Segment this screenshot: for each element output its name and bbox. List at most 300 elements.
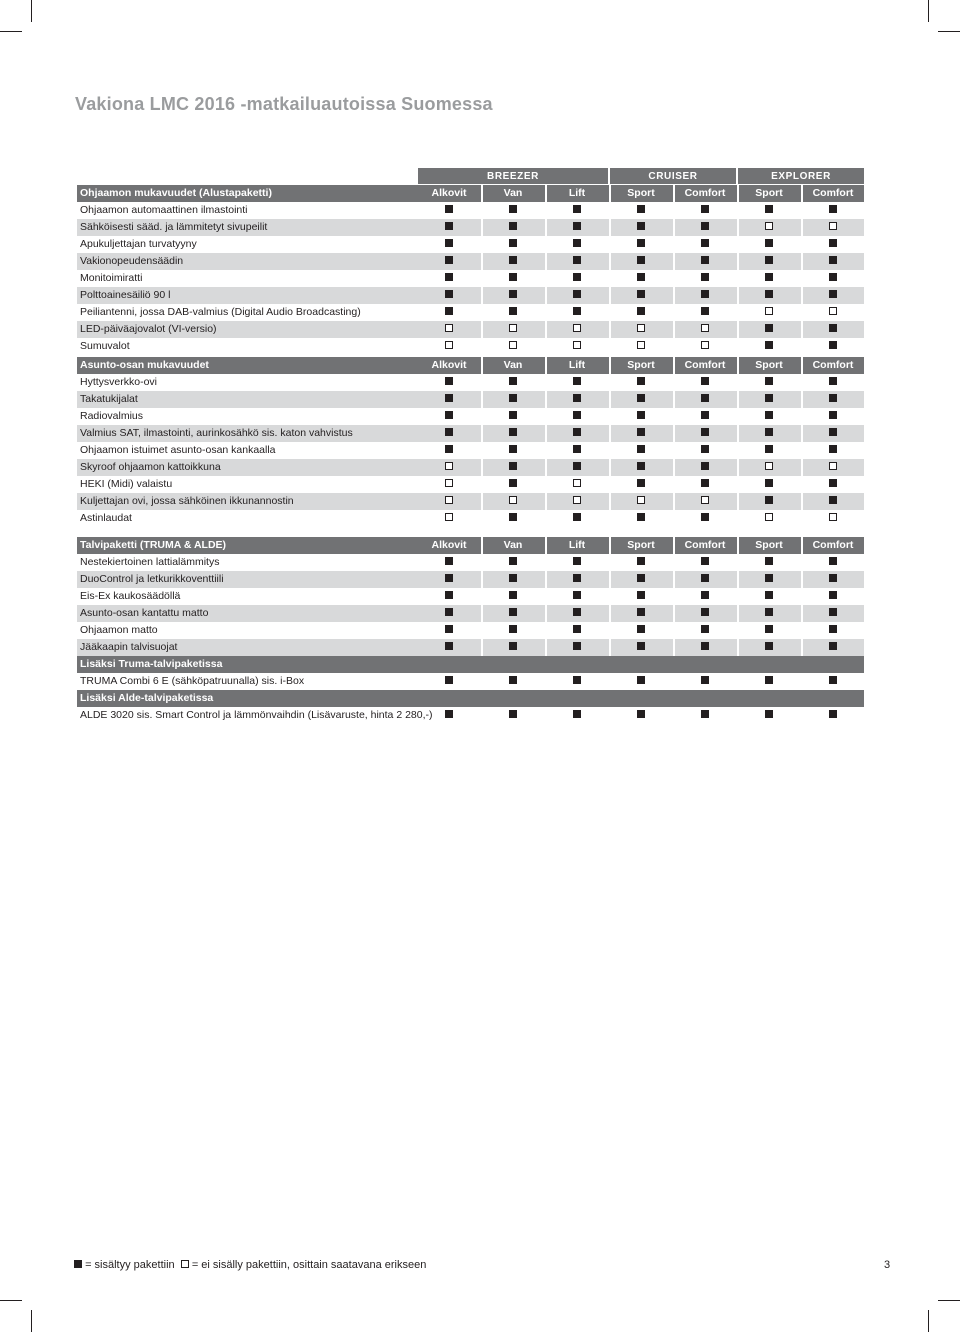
row-label: Kuljettajan ovi, jossa sähköinen ikkunannostin [80,495,294,507]
filled-square-icon [573,591,581,599]
availability-cell [802,510,864,527]
column-separator [673,639,675,656]
filled-square-icon [573,307,581,315]
filled-square-icon [445,557,453,565]
filled-square-icon [829,574,837,582]
availability-cell [674,476,736,493]
table-row [77,588,864,605]
filled-square-icon [445,394,453,402]
availability-cell [674,287,736,304]
filled-square-icon [829,394,837,402]
filled-square-icon [765,625,773,633]
filled-square-icon [509,625,517,633]
filled-square-icon [637,239,645,247]
availability-cell [418,639,480,656]
row-label: Skyroof ohjaamon kattoikkuna [80,461,221,473]
column-separator [673,425,675,442]
availability-cell [738,554,800,571]
filled-square-icon [509,574,517,582]
filled-square-icon [765,445,773,453]
availability-cell [418,571,480,588]
availability-cell [802,622,864,639]
column-separator [737,605,739,622]
filled-square-icon [765,642,773,650]
equipment-table-winter [77,537,864,724]
filled-square-icon [573,608,581,616]
availability-cell [482,219,544,236]
availability-cell [802,493,864,510]
filled-square-icon [701,608,709,616]
filled-square-icon [637,205,645,213]
group-breezer: BREEZER [418,168,608,184]
availability-cell [802,287,864,304]
filled-square-icon [765,205,773,213]
column-separator [481,321,483,338]
availability-cell [802,707,864,724]
filled-square-icon [829,625,837,633]
availability-cell [738,219,800,236]
filled-square-icon [765,256,773,264]
filled-square-icon [701,479,709,487]
row-label: TRUMA Combi 6 E (sähköpatruunalla) sis. i-Box [80,675,305,687]
filled-square-icon [573,462,581,470]
filled-square-icon [573,222,581,230]
empty-square-icon [573,479,581,487]
column-separator [545,219,547,236]
table-row [77,374,864,391]
table-row [77,219,864,236]
availability-cell [482,338,544,355]
filled-square-icon [765,394,773,402]
availability-cell [546,554,608,571]
filled-square-icon [509,290,517,298]
filled-square-icon [701,205,709,213]
section-header [77,690,864,707]
filled-square-icon [765,496,773,504]
availability-cell [418,287,480,304]
availability-cell [738,442,800,459]
column-separator [481,571,483,588]
legend [74,1259,426,1271]
availability-cell [674,707,736,724]
availability-cell [418,321,480,338]
availability-cell [738,408,800,425]
column-separator [545,537,547,554]
availability-cell [546,476,608,493]
equipment-table-living [77,357,864,527]
empty-square-icon [509,341,517,349]
filled-square-icon [637,642,645,650]
column-separator [801,391,803,408]
column-separator [801,493,803,510]
column-separator [737,219,739,236]
table-row [77,253,864,270]
availability-cell [418,554,480,571]
row-label: Nestekiertoinen lattialämmitys [80,556,220,568]
column-separator [801,287,803,304]
column-header: Sport [755,539,783,551]
column-separator [673,537,675,554]
filled-square-icon [765,574,773,582]
column-separator [545,571,547,588]
availability-cell [610,554,672,571]
section-header [77,537,864,554]
filled-square-icon [765,341,773,349]
filled-square-icon [445,710,453,718]
availability-cell [546,338,608,355]
filled-square-icon [509,557,517,565]
filled-square-icon [637,557,645,565]
availability-cell [546,442,608,459]
availability-cell [738,338,800,355]
filled-square-icon [573,394,581,402]
filled-square-icon [637,411,645,419]
filled-square-icon [701,710,709,718]
crop-mark [31,1310,32,1332]
filled-square-icon [829,256,837,264]
availability-cell [482,408,544,425]
filled-square-icon [637,377,645,385]
filled-square-icon [445,591,453,599]
column-separator [737,185,739,202]
availability-cell [802,605,864,622]
availability-cell [482,476,544,493]
filled-square-icon [701,676,709,684]
availability-cell [738,707,800,724]
crop-mark [31,0,32,22]
column-separator [673,459,675,476]
availability-cell [418,493,480,510]
availability-cell [482,425,544,442]
availability-cell [610,391,672,408]
filled-square-icon [637,307,645,315]
availability-cell [674,605,736,622]
filled-square-icon [573,445,581,453]
filled-square-icon [573,676,581,684]
filled-square-icon [509,479,517,487]
table-row [77,554,864,571]
availability-cell [546,673,608,690]
filled-square-icon [509,394,517,402]
filled-square-icon [445,205,453,213]
availability-cell [738,510,800,527]
column-separator [737,253,739,270]
availability-cell [610,605,672,622]
filled-square-icon [765,290,773,298]
column-separator [673,391,675,408]
column-separator [545,493,547,510]
column-separator [673,605,675,622]
availability-cell [546,588,608,605]
filled-square-icon [509,239,517,247]
column-separator [481,185,483,202]
column-separator [609,537,611,554]
availability-cell [610,408,672,425]
availability-cell [482,459,544,476]
column-separator [673,185,675,202]
filled-square-icon [509,222,517,230]
column-separator [673,493,675,510]
empty-square-icon [509,496,517,504]
availability-cell [482,287,544,304]
availability-cell [674,639,736,656]
filled-square-icon [765,377,773,385]
filled-square-icon [509,256,517,264]
column-separator [545,357,547,374]
table-row [77,236,864,253]
availability-cell [546,253,608,270]
filled-square-icon [573,205,581,213]
row-label: Sähköisesti sääd. ja lämmitetyt sivupeilit [80,221,268,233]
availability-cell [482,304,544,321]
availability-cell [418,236,480,253]
availability-cell [418,304,480,321]
column-separator [737,459,739,476]
availability-cell [546,287,608,304]
row-label: Valmius SAT, ilmastointi, aurinkosähkö sis. katon vahvistus [80,427,353,439]
column-separator [481,459,483,476]
legend-included: = sisältyy pakettiin [85,1259,175,1271]
availability-cell [418,408,480,425]
empty-square-icon [765,513,773,521]
empty-square-icon [445,479,453,487]
filled-square-icon [637,625,645,633]
column-separator [545,391,547,408]
availability-cell [418,459,480,476]
availability-cell [802,321,864,338]
column-header: Van [503,359,523,371]
availability-cell [482,442,544,459]
empty-square-icon [701,341,709,349]
availability-cell [610,270,672,287]
availability-cell [802,202,864,219]
filled-square-icon [445,676,453,684]
filled-square-icon [637,591,645,599]
column-header: Lift [568,187,586,199]
column-separator [737,425,739,442]
availability-cell [610,253,672,270]
availability-cell [738,236,800,253]
filled-square-icon [445,377,453,385]
filled-square-icon [701,307,709,315]
filled-square-icon [829,479,837,487]
column-header: Lift [568,359,586,371]
row-label: ALDE 3020 sis. Smart Control ja lämmönvaihdin (Lisävaruste, hinta 2 280,-) [80,709,433,721]
row-label: Jääkaapin talvisuojat [80,641,178,653]
filled-square-icon [509,608,517,616]
filled-square-icon [573,574,581,582]
availability-cell [674,219,736,236]
filled-square-icon [573,411,581,419]
empty-square-icon [445,341,453,349]
filled-square-icon [509,642,517,650]
column-separator [481,425,483,442]
row-label: Peiliantenni, jossa DAB-valmius (Digital Audio Broadcasting) [80,306,361,318]
availability-cell [802,459,864,476]
filled-square-icon [765,557,773,565]
availability-cell [610,476,672,493]
availability-cell [546,270,608,287]
availability-cell [610,639,672,656]
filled-square-icon [829,591,837,599]
availability-cell [674,493,736,510]
availability-cell [738,476,800,493]
availability-cell [610,425,672,442]
availability-cell [674,673,736,690]
availability-cell [738,459,800,476]
availability-cell [674,236,736,253]
column-separator [801,639,803,656]
row-label: LED-päiväajovalot (VI-versio) [80,323,217,335]
table-row [77,510,864,527]
availability-cell [482,236,544,253]
filled-square-icon [637,513,645,521]
column-separator [737,321,739,338]
availability-cell [482,639,544,656]
availability-cell [674,304,736,321]
filled-square-icon [445,239,453,247]
column-separator [801,605,803,622]
filled-square-icon [701,625,709,633]
filled-square-icon [573,377,581,385]
availability-cell [418,588,480,605]
filled-square-icon [445,273,453,281]
availability-cell [546,510,608,527]
filled-square-icon [701,394,709,402]
availability-cell [802,408,864,425]
availability-cell [418,476,480,493]
row-label: Polttoainesäiliö 90 l [80,289,171,301]
filled-square-icon [765,411,773,419]
row-label: DuoControl ja letkurikkoventtiili [80,573,224,585]
column-header: Comfort [812,187,854,199]
column-separator [545,253,547,270]
availability-cell [418,391,480,408]
column-separator [481,493,483,510]
empty-square-icon [445,324,453,332]
column-header: Van [503,539,523,551]
filled-square-icon [701,377,709,385]
column-header: Comfort [684,359,726,371]
filled-square-icon [509,513,517,521]
section-header [77,357,864,374]
availability-cell [738,287,800,304]
availability-cell [802,338,864,355]
filled-square-icon [573,642,581,650]
column-separator [545,185,547,202]
availability-cell [546,236,608,253]
crop-mark [0,1300,22,1301]
availability-cell [482,571,544,588]
availability-cell [674,510,736,527]
availability-cell [418,374,480,391]
table-row [77,622,864,639]
column-separator [737,287,739,304]
filled-square-icon [829,239,837,247]
filled-square-icon [829,710,837,718]
column-separator [545,425,547,442]
row-label: Ohjaamon matto [80,624,158,636]
empty-square-icon [509,324,517,332]
filled-square-icon [573,625,581,633]
filled-square-icon [573,290,581,298]
equipment-table-cab [77,185,864,355]
filled-square-icon [765,273,773,281]
availability-cell [738,493,800,510]
column-separator [481,357,483,374]
availability-cell [674,554,736,571]
availability-cell [610,707,672,724]
availability-cell [546,321,608,338]
column-separator [673,253,675,270]
availability-cell [738,571,800,588]
model-group-header [0,168,960,184]
filled-square-icon [829,273,837,281]
column-separator [801,425,803,442]
availability-cell [482,510,544,527]
filled-square-icon [829,676,837,684]
filled-square-icon [509,591,517,599]
availability-cell [482,202,544,219]
availability-cell [802,571,864,588]
availability-cell [738,622,800,639]
column-header: Comfort [812,539,854,551]
availability-cell [546,391,608,408]
row-label: Sumuvalot [80,340,130,352]
availability-cell [418,425,480,442]
empty-square-icon [765,222,773,230]
column-header: Sport [627,539,655,551]
availability-cell [418,510,480,527]
section-header-label: Asunto-osan mukavuudet [80,359,209,371]
row-label: HEKI (Midi) valaistu [80,478,173,490]
availability-cell [610,673,672,690]
column-separator [673,219,675,236]
filled-square-icon [637,256,645,264]
availability-cell [482,673,544,690]
availability-cell [610,588,672,605]
filled-square-icon [637,710,645,718]
filled-square-icon [829,428,837,436]
filled-square-icon [701,290,709,298]
filled-square-icon [445,411,453,419]
column-separator [545,639,547,656]
table-row [77,304,864,321]
filled-square-icon [445,290,453,298]
column-separator [673,321,675,338]
section-header-label: Lisäksi Alde-talvipaketissa [80,692,214,704]
filled-square-icon [701,462,709,470]
filled-square-icon [701,642,709,650]
column-header: Comfort [684,539,726,551]
availability-cell [546,374,608,391]
filled-square-icon [829,557,837,565]
row-label: Eis-Ex kaukosäädöllä [80,590,181,602]
availability-cell [482,707,544,724]
filled-square-icon [573,256,581,264]
column-header: Comfort [684,187,726,199]
availability-cell [738,374,800,391]
availability-cell [610,202,672,219]
empty-square-icon [573,324,581,332]
column-separator [481,605,483,622]
empty-square-icon [701,496,709,504]
availability-cell [546,425,608,442]
filled-square-icon [637,608,645,616]
filled-square-icon [765,591,773,599]
filled-square-icon [445,222,453,230]
filled-square-icon [701,428,709,436]
